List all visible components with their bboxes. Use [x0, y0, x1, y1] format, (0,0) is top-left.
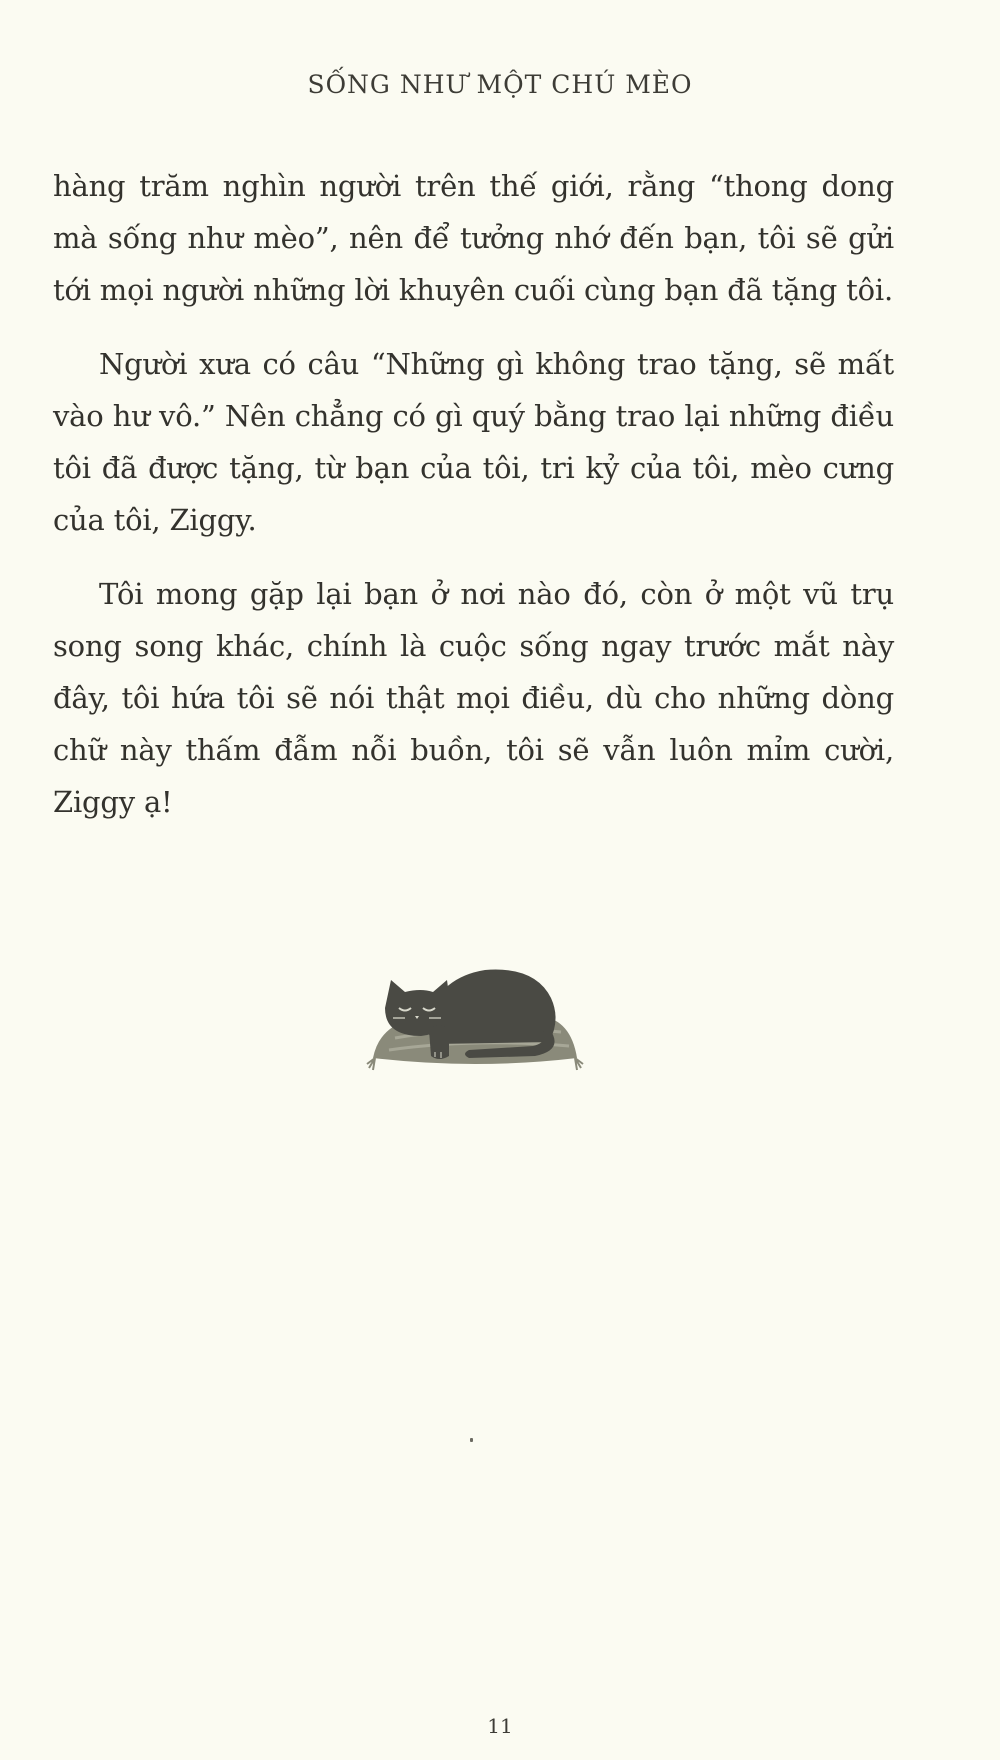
paper-speck: [470, 1438, 473, 1442]
paragraph-3: Tôi mong gặp lại bạn ở nơi nào đó, còn ở một vũ trụ song song khác, chính là cuộc sống ngay trước mắt này đây, tôi hứa tôi sẽ nói thật mọi điều, dù cho những dòng chữ này thấm đẫm nỗi buồn, tôi sẽ vẫn luôn mỉm cười, Ziggy ạ!: [53, 577, 894, 819]
paragraph-1: hàng trăm nghìn người trên thế giới, rằng “thong dong mà sống như mèo”, nên để tưởng nhớ đến bạn, tôi sẽ gửi tới mọi người những lời khuyên cuối cùng bạn đã tặng tôi.: [53, 169, 894, 307]
paragraph-2: Người xưa có câu “Những gì không trao tặng, sẽ mất vào hư vô.” Nên chẳng có gì quý bằng trao lại những điều tôi đã được tặng, từ bạn của tôi, tri kỷ của tôi, mèo cưng của tôi, Ziggy.: [53, 347, 894, 537]
cushion-tassel-right: [575, 1058, 583, 1070]
body-text: [53, 160, 894, 850]
cat-paw: [429, 1025, 449, 1059]
cushion-tassel-left: [367, 1058, 375, 1070]
running-header: SỐNG NHƯ MỘT CHÚ MÈO: [307, 70, 693, 99]
sleeping-cat-on-cushion-icon: [365, 958, 587, 1073]
page-number: 11: [487, 1714, 513, 1738]
